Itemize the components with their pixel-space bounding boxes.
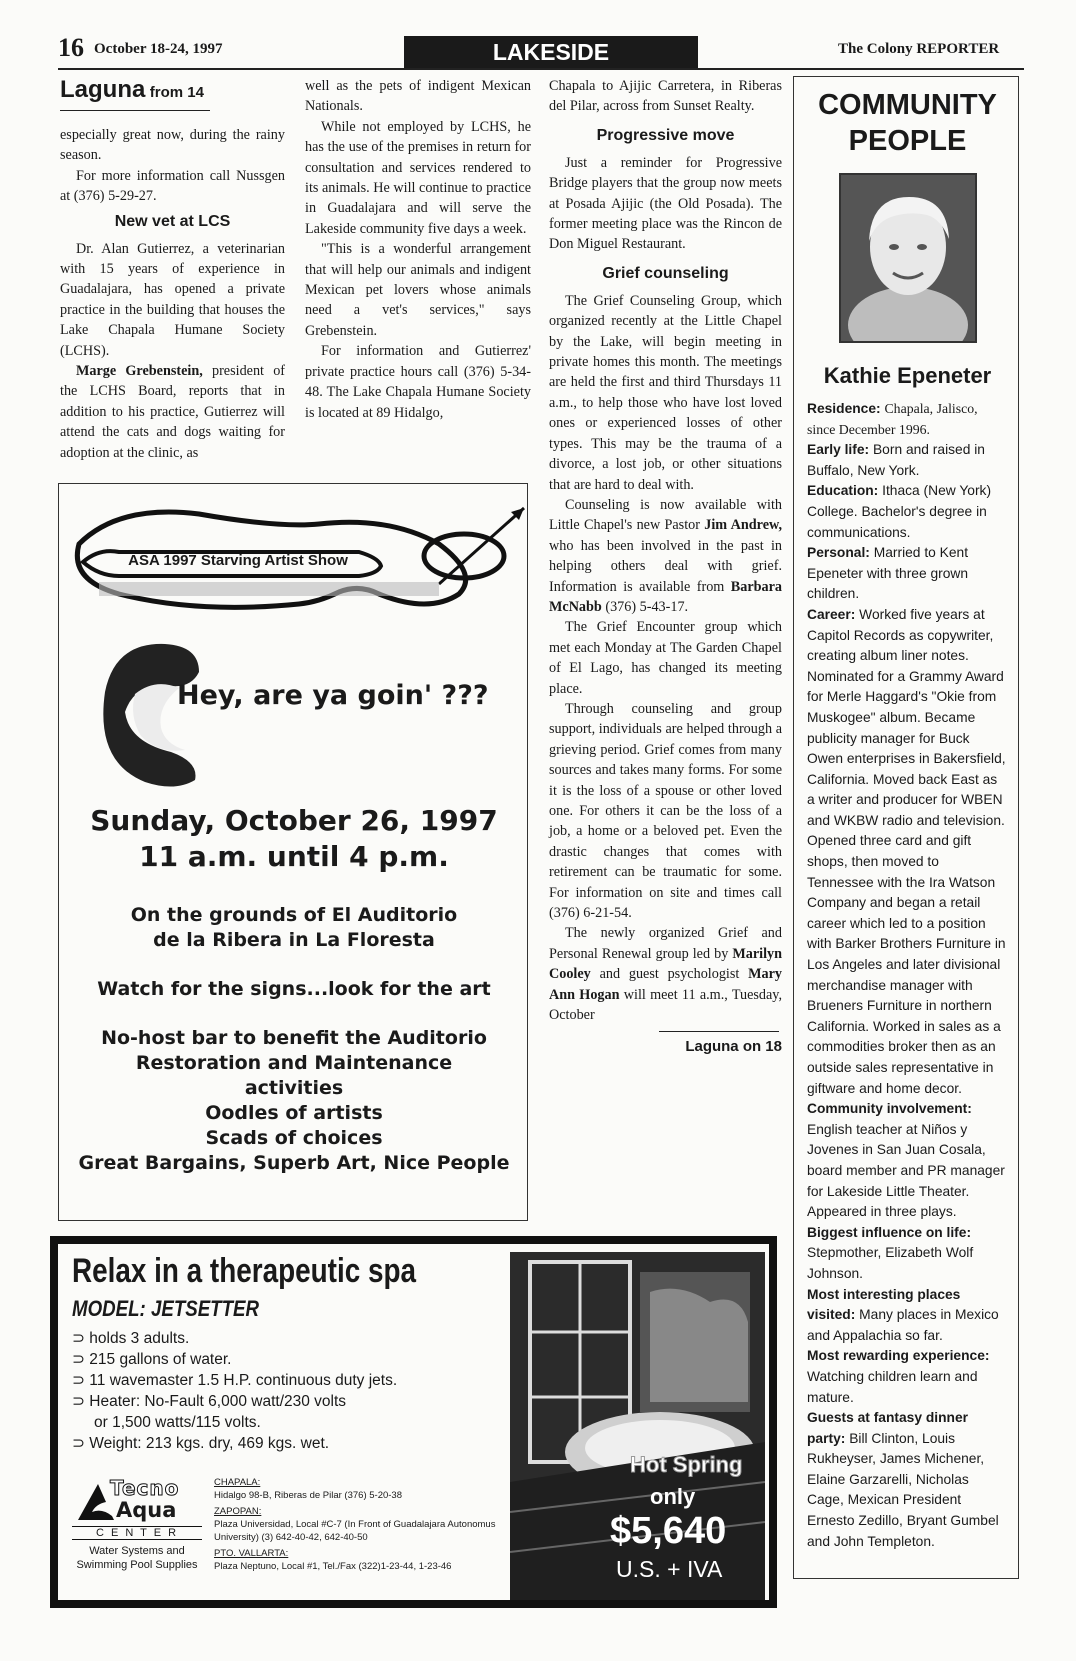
choices-line: Scads of choices: [205, 1127, 383, 1149]
paper-name: The Colony REPORTER: [838, 41, 1000, 57]
col3-para-1: Chapala to Ajijic Carretera, in Riberas del Pilar, across from Sunset Realty.: [549, 78, 782, 115]
col1-para-3: Dr. Alan Gutierrez, a veterinarian with 15 years of experience in Guadalajara, has opened a private practice in the building that houses the Lake Chapala Humane Society (LCHS).: [60, 240, 285, 359]
career-entry: Career: Worked five years at Capitol Records as copywriter, creating album liner notes. Nominated for a Grammy Award for Merle Haggard's "Okie from Muskogee" album. Became publicity manager for Buck Owen enterprises in Bakersfield, California. Moved back East as a writer and producer for WBEN and WKBW radio and television. Opened three card and gift shops, then moved to Tennessee with the Ira Watson Company and began a retail career which led to a position with Barker Brothers Furniture in Los Angeles and later divisional merchandise manager with Brueners Furniture in northern California. Worked in sales as a commodities broker then as an outside sales representative in giftware and home decor.: [807, 606, 1006, 1096]
price-note: U.S. + IVA: [616, 1556, 723, 1582]
subhead-progressive: Progressive move: [596, 126, 735, 144]
section-banner: LAKESIDE: [404, 36, 698, 68]
name-grebenstein: Marge Grebenstein,: [76, 363, 203, 380]
col1-para-4: Marge Grebenstein, president of the LCHS Board, reports that in addition to his practice, Gutierrez will attend the cats and dogs waiting for adoption at the clinic, as: [60, 363, 286, 461]
influence-entry: Biggest influence on life: Stepmother, Elizabeth Wolf Johnson.: [807, 1224, 974, 1281]
col2-para-3: "This is a wonderful arrangement that will help our animals and indigent Mexican pet lovers whose animals need a vet's services," says Grebenstein.: [305, 241, 531, 339]
col1-para-2: For more information call Nussgen at (376) 5-29-27.: [60, 167, 285, 205]
bar-line-1: No-host bar to benefit the Auditorio: [101, 1027, 487, 1049]
show-banner: ASA 1997 Starving Artist Show: [128, 552, 348, 569]
col2-para-2: While not employed by LCHS, he has the use of the premises in return for consultation and services rendered to its animals. He will continue to practice in Guadalajara and will serve the Lakeside community five days a week.: [305, 118, 531, 237]
community-people-box: [793, 76, 1019, 1579]
vallarta-label: PTO. VALLARTA:: [214, 1548, 289, 1559]
art-show-ad: [58, 483, 528, 1221]
chapala-label: CHAPALA:: [214, 1477, 261, 1488]
logo-subtitle: Water Systems and Swimming Pool Supplies: [76, 1545, 198, 1571]
subhead-new-vet: New vet at LCS: [114, 212, 231, 230]
logo-center: C E N T E R: [72, 1526, 202, 1540]
vallarta-address: Plaza Neptuno, Local #1, Tel./Fax (322)1-23-44, 1-23-46: [214, 1561, 452, 1572]
personal-entry: Personal: Married to Kent Epeneter with three grown children.: [807, 545, 969, 602]
feature-4: ⊃ Heater: No-Fault 6,000 watt/230 volts: [72, 1393, 347, 1410]
places-entry: Most interesting places visited: Many places in Mexico and Appalachia so far.: [807, 1286, 999, 1343]
portrait-figure: [841, 175, 975, 341]
issue-date: October 18-24, 1997: [94, 41, 223, 57]
person-name: Kathie Epeneter: [823, 363, 992, 388]
portrait-photo: [839, 173, 977, 343]
masthead: [58, 30, 1024, 70]
artists-line: Oodles of artists: [205, 1102, 383, 1124]
logo-word-tecno: Tecno: [110, 1476, 180, 1500]
name-mary-ann-hogan: Mary Ann Hogan: [549, 966, 783, 1003]
show-time: 11 a.m. until 4 p.m.: [139, 840, 449, 873]
hotspring-brand: Hot Spring: [630, 1452, 743, 1477]
wave-icon: [76, 1482, 116, 1522]
col3-para-2: Just a reminder for Progressive Bridge players that the group now meets at Posada Ajijic (the Old Posada). The former meeting place was the Rincon de Don Miguel Restaurant.: [549, 154, 782, 253]
location-line-1: On the grounds of El Auditorio: [130, 904, 458, 926]
column-1: [60, 76, 285, 463]
column-3: [549, 76, 782, 1055]
guests-entry: Guests at fantasy dinner party: Bill Clinton, Louis Rukheyser, James Michener, Elaine Garzarelli, Nicholas Cage, Mexican President Ernesto Zedillo, Bryant Gumbel and John Templeton.: [807, 1410, 999, 1549]
bar-line-2: Restoration and Maintenance: [135, 1052, 453, 1074]
col1-para-1: especially great now, during the rainy season.: [60, 127, 285, 164]
price-only: only: [650, 1484, 696, 1509]
education-entry: Education: Ithaca (New York) College. Bachelor's degree in communications.: [807, 483, 992, 540]
col3-para-4: Counseling is now available with Little Chapel's new Pastor Jim Andrew, who has been involved in the past in helping others deal with grief. Information is available from Barbara McNabb (376) 5-43-17.: [549, 496, 782, 615]
feature-list: [72, 1328, 397, 1454]
col3-para-3: The Grief Counseling Group, which organized recently at the Little Chapel by the Lake, will begin meeting in private homes this month. The meetings are held the first and third Thursdays 11 a.m., to help those who have lost loved ones or experienced losses of other types. This may be the trauma of a divorce, a lost job, or other situations that are hard to deal with.: [549, 292, 782, 493]
header-rule: [58, 68, 1024, 70]
name-barbara-mcnabb: Barbara McNabb: [549, 578, 782, 615]
col2-para-4: For information and Gutierrez' private practice hours call (376) 5-34-48. The Lake Chapala Humane Society is located at 89 Hidalgo,: [305, 343, 531, 421]
feature-2: ⊃ 215 gallons of water.: [72, 1351, 232, 1368]
palette-graphic: [59, 484, 528, 654]
jump-line: Laguna on 18: [685, 1038, 782, 1056]
spa-ad: [50, 1236, 777, 1608]
name-jim-andrew: Jim Andrew,: [704, 517, 782, 534]
zapopan-label: ZAPOPAN:: [214, 1506, 262, 1517]
col3-para-6: Through counseling and group support, individuals are helped through a grieving period. Grief comes from many sources and takes many forms. For some it is the loss of a spouse or other loved one. For others it can be the loss of a job, a home or a beloved pet. Even the drastic changes that comes with retirement can be traumatic for some. For information on site and times call (376) 6-21-54.: [549, 700, 782, 922]
heading-from: from 14: [149, 84, 204, 101]
spa-headline: Relax in a therapeutic spa: [72, 1252, 416, 1290]
col3-para-5: The Grief Encounter group which met each Monday at The Garden Chapel of El Lago, has changed its meeting place.: [549, 619, 782, 697]
zapopan-address: Plaza Universidad, Local #C-7 (In Front of Guadalajara Autonomus University) (3) 642-40-42, 642-40-50: [214, 1519, 496, 1543]
feature-6: ⊃ Weight: 213 kgs. dry, 469 kgs. wet.: [72, 1435, 330, 1452]
chapala-address: Hidalgo 98-B, Riberas de Pilar (376) 5-20-38: [214, 1490, 402, 1501]
heading-title: Laguna: [60, 76, 146, 103]
feature-1: ⊃ holds 3 adults.: [72, 1330, 190, 1347]
col2-para-1: well as the pets of indigent Mexican Nationals.: [305, 78, 531, 115]
show-date: Sunday, October 26, 1997: [90, 804, 498, 837]
signs-line: Watch for the signs...look for the art: [97, 978, 491, 1000]
bar-line-3: activities: [244, 1077, 344, 1099]
feature-3: ⊃ 11 wavemaster 1.5 H.P. continuous duty jets.: [72, 1372, 398, 1389]
residence-entry: Residence: Chapala, Jalisco, since December 1996.: [807, 401, 978, 437]
page-number: 16: [58, 33, 84, 62]
column-2: [305, 76, 531, 423]
name-marilyn-cooley: Marilyn Cooley: [549, 945, 782, 983]
box-title: COMMUNITY PEOPLE: [818, 89, 997, 157]
subhead-grief: Grief counseling: [602, 264, 729, 282]
hey-headline: Hey, are ya goin' ???: [177, 680, 489, 711]
early-life-entry: Early life: Born and raised in Buffalo, New York.: [807, 442, 985, 478]
laguna-heading: [60, 76, 285, 104]
store-addresses: [214, 1476, 504, 1573]
tecno-aqua-logo: [72, 1476, 202, 1596]
spa-model: MODEL: JETSETTER: [72, 1296, 260, 1321]
jump-rule: [659, 1031, 779, 1032]
logo-word-aqua: Aqua: [116, 1498, 177, 1522]
heading-rule: [60, 110, 210, 111]
rewarding-entry: Most rewarding experience: Watching children learn and mature.: [807, 1348, 990, 1405]
involvement-entry: Community involvement: English teacher at Niños y Jovenes in San Juan Cosala, board member and PR manager for Lakeside Little Theater. Appeared in three plays.: [807, 1101, 1005, 1220]
feature-5: or 1,500 watts/115 volts.: [94, 1414, 261, 1431]
price-value: $5,640: [610, 1510, 727, 1552]
spa-photo: [510, 1252, 765, 1600]
col3-para-7: The newly organized Grief and Personal Renewal group led by Marilyn Cooley and guest psychologist Mary Ann Hogan will meet 11 a.m., Tuesday, October: [549, 925, 783, 1024]
location-line-2: de la Ribera in La Floresta: [153, 929, 435, 951]
bargains-line: Great Bargains, Superb Art, Nice People: [78, 1152, 510, 1174]
lips-graphic: [95, 632, 205, 792]
